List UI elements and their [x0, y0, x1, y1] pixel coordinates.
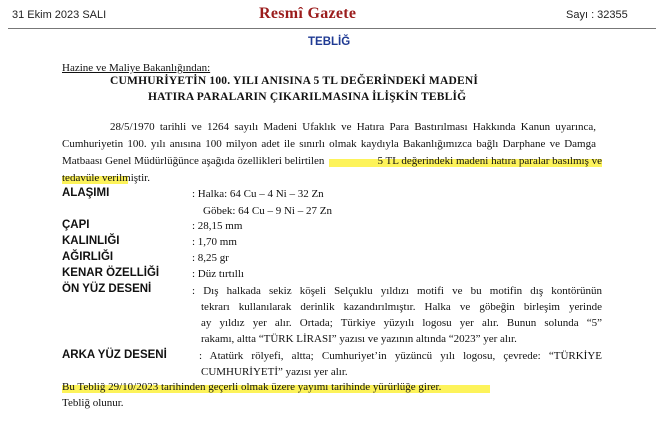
front-design-line4: rakamı, altta “TÜRK LİRASI” yazısı ve yazının altında “2023” yer alır. [201, 333, 517, 345]
spec-value-diameter: : 28,15 mm [192, 220, 243, 232]
front-design-line3: ay yıldız yer alır. Ortada; Türkiye yüzyılı logosu yer alır. Bunun solunda “5” [201, 317, 602, 329]
gazette-brand: Resmî Gazete [259, 5, 357, 22]
closing-line: Tebliğ olunur. [62, 397, 124, 409]
spec-label-diameter: ÇAPI [62, 219, 90, 231]
back-design-line1: : Atatürk rölyefi, altta; Cumhuriyet’in yüzüncü yılı logosu, çevrede: “TÜRKİYE [199, 350, 602, 362]
front-design-label: ÖN YÜZ DESENİ [62, 283, 152, 295]
spec-value-weight: : 8,25 gr [192, 252, 229, 264]
spec-value-edge: : Düz tırtıllı [192, 268, 244, 280]
spec-value-alloy-core: Göbek: 64 Cu – 9 Ni – 27 Zn [203, 205, 332, 217]
gazette-issue: Sayı : 32355 [566, 9, 628, 21]
para1-line1: 28/5/1970 tarihli ve 1264 sayılı Madeni Ufaklık ve Hatıra Para Bastırılması Hakkında Kanun uyarınca, [110, 121, 596, 133]
header-rule [8, 28, 656, 29]
front-design-line2: tekrarı kullanılarak derinlik kazandırılmıştır. Halka ve göbeğin birleşim yerinde [201, 301, 602, 313]
gazette-date: 31 Ekim 2023 SALI [12, 9, 107, 21]
para1-line3 [62, 155, 602, 167]
effective-date-sentence: Bu Tebliğ 29/10/2023 tarihinden geçerli olmak üzere yayımı tarihinde yürürlüğe girer. [62, 381, 442, 393]
spec-label-thickness: KALINLIĞI [62, 235, 120, 247]
back-design-label: ARKA YÜZ DESENİ [62, 349, 167, 361]
front-design-line1: : Dış halkada sekiz köşeli Selçuklu yıldızı motifi ve bu motifin dış kontörünün [192, 285, 602, 297]
para1-line3-text: Matbaası Genel Müdürlüğünce aşağıda özellikleri belirtilen [62, 155, 325, 167]
spec-value-thickness: : 1,70 mm [192, 236, 237, 248]
ministry-name: Hazine ve Maliye Bakanlığından: [62, 62, 211, 74]
spec-label-alloy: ALAŞIMI [62, 187, 110, 199]
para1-line4: tedavüle verilmiştir. [62, 172, 150, 184]
highlighted-phrase: 5 TL değerindeki madeni hatıra paralar basılmış ve [377, 155, 602, 167]
para1-line2: Cumhuriyetin 100. yılı anısına 100 milyon adet ile sınırlı olmak kaydıyla Bakanlığımızca bağlı Darphane ve Damga [62, 138, 596, 150]
back-design-line2: CUMHURİYETİ” yazısı yer alır. [201, 366, 348, 378]
doc-title-line2: HATIRA PARALARIN ÇIKARILMASINA İLİŞKİN TEBLİĞ [148, 91, 467, 103]
spec-label-weight: AĞIRLIĞI [62, 251, 114, 263]
spec-value-alloy-ring: : Halka: 64 Cu – 4 Ni – 32 Zn [192, 188, 324, 200]
spec-label-edge: KENAR ÖZELLİĞİ [62, 267, 160, 279]
doc-title-line1: CUMHURİYETİN 100. YILI ANISINA 5 TL DEĞERİNDEKİ MADENİ [110, 75, 479, 87]
section-title: TEBLİĞ [308, 36, 351, 48]
